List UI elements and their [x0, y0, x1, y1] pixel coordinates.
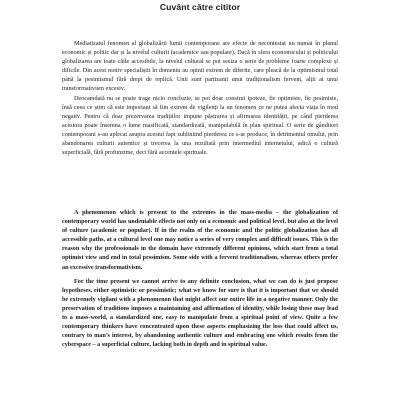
romanian-text-block — [62, 40, 338, 158]
english-paragraph-2: For the time present we cannot arrive to any definite conclusion, what we can do is just propose hypotheses, either optimistic or pessimistic; what we know for sure is that it is important that we should be extremely vigilant with a phenomenon that might affect our entire life in a negative manner. Only the preservation of traditions imposes a maintaining and affirmation of identity, while losing these may lead to a mass-world, a standardized one, easy to manipulate from a spiritual point of view. Quite a few contemporary thinkers have concentrated upon these aspects emphasizing the loss that could affect us, contrary to man’s interest, by abandoning authentic culture and embracing one which results from the cyberspace – a superficial culture, lacking both in depth and in spiritual value. — [62, 278, 338, 349]
english-text-block — [62, 209, 338, 350]
romanian-paragraph-1: Mediatizatul fenomen al globalizării lumii contemporane are efecte de necontestat nu numai în planul economic și politic dar și la nivelul culturii (academice sau populare). Dacă în sfera economicului și politicului globalizarea are toate căile accesibile, la nivelul cultural se pot sesiza o serie de probleme foarte complexe și dificile. Din acest motiv specialiștii în domeniu au opinii extrem de diferite, care pleacă de la optimismul total până la pesimismul fără drept de replică. Unii sunt partizanii unui tradiționalism fervent, alții ai unui transformativism excesiv. — [62, 41, 338, 93]
romanian-paragraph-2: Deocamdată nu se poate trage nicio concluzie, se pot doar construi ipoteze, fie optimiste, fie pesimiste, însă ceea ce știm că este important să fim extrem de vigilenți la un fenomen ce ne putea afecta viața în mod negativ. Pentru că doar prezervarea tradițiilor impune păstrarea și afirmarea identității, pe când pierderea acestora poate însemna o lume masificată, standardizată, manipulabilă în plan spiritual. O serie de gânditori contemporani s-au aplecat asupra acestui fapt subliniind pierderea ce s-ar produce, în detrimentul omului, prin abandonarea culturii autentice și trecerea la una rezultată prin intermediul internetului, adică o cultură superficială, fără profunzime, deci fără accentele spirituale. — [62, 95, 338, 157]
page-title: Cuvânt către cititor — [159, 2, 241, 12]
english-paragraph-1: A phenomenon which is present to the extremes in the mass-media – the globalization of contemporary world has undeniable effects not only on a economic and political level, but also at the level of culture (academic or popular). If in the realm of the economic and the politic globalization has all accessible paths, at a cultural level one may notice a series of very complex and difficult issues. This is the reason why the professionals in the domain have extremely different opinions, which start from a total optimist view and end in total pessimism. Some side with a fervent traditionalism, whereas others prefer an excessive transformativism. — [62, 210, 338, 271]
